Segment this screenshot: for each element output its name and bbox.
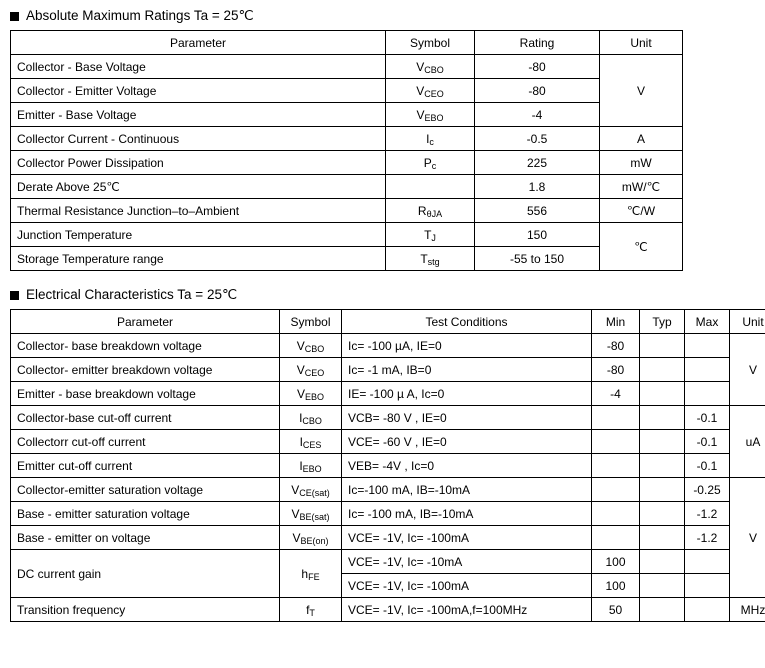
table-row <box>11 223 683 247</box>
column-header-symbol: Symbol <box>386 31 475 55</box>
cell-parameter: Transition frequency <box>11 598 280 622</box>
cell-min: -80 <box>592 358 640 382</box>
cell-unit: MHz <box>730 598 765 622</box>
cell-max <box>685 358 730 382</box>
cell-max <box>685 598 730 622</box>
column-header-min: Min <box>592 310 640 334</box>
symbol-main: V <box>292 530 301 545</box>
table-row <box>11 175 683 199</box>
cell-typ <box>640 526 685 550</box>
cell-symbol <box>280 550 342 598</box>
cell-typ <box>640 358 685 382</box>
cell-test-conditions: Ic= -1 mA, IB=0 <box>342 358 592 382</box>
cell-test-conditions: VCE= -60 V , IE=0 <box>342 430 592 454</box>
cell-test-conditions: IE= -100 µ A, Ic=0 <box>342 382 592 406</box>
cell-typ <box>640 406 685 430</box>
cell-min <box>592 430 640 454</box>
cell-max: -0.1 <box>685 454 730 478</box>
cell-max: -0.25 <box>685 478 730 502</box>
cell-parameter: Emitter - base breakdown voltage <box>11 382 280 406</box>
electrical-characteristics-table <box>10 309 765 622</box>
cell-symbol <box>280 598 342 622</box>
cell-unit: mW <box>600 151 683 175</box>
cell-max <box>685 334 730 358</box>
symbol-main: T <box>424 227 432 242</box>
symbol-main: h <box>301 566 309 581</box>
cell-parameter: Collectorr cut-off current <box>11 430 280 454</box>
table-row <box>11 502 765 526</box>
cell-rating: -80 <box>475 55 600 79</box>
cell-unit: ℃/W <box>600 199 683 223</box>
symbol-main: V <box>416 107 425 122</box>
table-row <box>11 151 683 175</box>
cell-test-conditions: Ic=-100 mA, IB=-10mA <box>342 478 592 502</box>
symbol-main: V <box>296 386 305 401</box>
symbol-main: V <box>416 59 425 74</box>
column-header-unit: Unit <box>600 31 683 55</box>
cell-test-conditions: Ic= -100 mA, IB=-10mA <box>342 502 592 526</box>
cell-symbol <box>386 175 475 199</box>
cell-symbol <box>386 127 475 151</box>
table-row <box>11 598 765 622</box>
cell-typ <box>640 430 685 454</box>
table-row <box>11 406 765 430</box>
column-header-parameter: Parameter <box>11 310 280 334</box>
symbol-main: I <box>299 434 303 449</box>
cell-unit: A <box>600 127 683 151</box>
section-spacer <box>8 271 757 285</box>
cell-symbol <box>280 334 342 358</box>
cell-symbol <box>386 151 475 175</box>
section-title: Absolute Maximum Ratings Ta = 25℃ <box>26 8 254 23</box>
section-title: Electrical Characteristics Ta = 25℃ <box>26 287 238 302</box>
symbol-main: T <box>420 251 428 266</box>
cell-rating: -80 <box>475 79 600 103</box>
cell-parameter: Thermal Resistance Junction–to–Ambient <box>11 199 386 223</box>
cell-parameter: DC current gain <box>11 550 280 598</box>
column-header-typ: Typ <box>640 310 685 334</box>
cell-test-conditions: VEB= -4V , Ic=0 <box>342 454 592 478</box>
cell-rating: 1.8 <box>475 175 600 199</box>
cell-parameter: Base - emitter saturation voltage <box>11 502 280 526</box>
square-bullet-icon <box>10 291 19 300</box>
symbol-subscript: BE(on) <box>300 535 329 546</box>
cell-symbol <box>280 382 342 406</box>
cell-symbol <box>386 223 475 247</box>
symbol-main: R <box>417 203 427 218</box>
cell-symbol <box>386 103 475 127</box>
cell-symbol <box>280 478 342 502</box>
symbol-subscript: BE(sat) <box>299 511 330 522</box>
cell-max: -0.1 <box>685 406 730 430</box>
absolute-maximum-ratings-table <box>10 30 683 271</box>
cell-typ <box>640 550 685 574</box>
symbol-main: V <box>291 482 300 497</box>
cell-max <box>685 382 730 406</box>
cell-rating: -0.5 <box>475 127 600 151</box>
cell-min: -80 <box>592 334 640 358</box>
symbol-main: P <box>423 155 432 170</box>
cell-parameter: Emitter cut-off current <box>11 454 280 478</box>
symbol-subscript: CBO <box>302 415 322 426</box>
cell-rating: 150 <box>475 223 600 247</box>
table-row <box>11 334 765 358</box>
cell-min <box>592 502 640 526</box>
cell-test-conditions: VCE= -1V, Ic= -100mA <box>342 526 592 550</box>
cell-unit-voltage: V <box>730 334 765 406</box>
cell-parameter: Junction Temperature <box>11 223 386 247</box>
table-row <box>11 526 765 550</box>
symbol-subscript: CBO <box>424 64 444 75</box>
cell-min <box>592 406 640 430</box>
cell-symbol <box>386 247 475 271</box>
symbol-main: V <box>291 506 300 521</box>
table-row <box>11 478 765 502</box>
cell-parameter: Storage Temperature range <box>11 247 386 271</box>
cell-unit-voltage: V <box>600 55 683 127</box>
cell-typ <box>640 574 685 598</box>
symbol-subscript: CEO <box>304 367 325 378</box>
cell-parameter: Collector - Base Voltage <box>11 55 386 79</box>
cell-symbol <box>280 406 342 430</box>
symbol-subscript: CE(sat) <box>299 487 330 498</box>
symbol-subscript: T <box>309 607 315 618</box>
cell-parameter: Collector Power Dissipation <box>11 151 386 175</box>
symbol-main: I <box>426 131 430 146</box>
cell-min <box>592 454 640 478</box>
cell-rating: -55 to 150 <box>475 247 600 271</box>
cell-min: 100 <box>592 550 640 574</box>
cell-max: -1.2 <box>685 502 730 526</box>
cell-symbol <box>386 55 475 79</box>
table-row <box>11 430 765 454</box>
cell-parameter: Derate Above 25℃ <box>11 175 386 199</box>
table-row <box>11 199 683 223</box>
symbol-subscript: EBO <box>424 112 444 123</box>
cell-max: -1.2 <box>685 526 730 550</box>
symbol-main: I <box>299 410 303 425</box>
symbol-subscript: EBO <box>305 391 325 402</box>
symbol-main: f <box>306 602 310 617</box>
cell-parameter: Emitter - Base Voltage <box>11 103 386 127</box>
table-row <box>11 550 765 574</box>
symbol-subscript: CES <box>302 439 322 450</box>
cell-typ <box>640 478 685 502</box>
cell-typ <box>640 502 685 526</box>
cell-min: -4 <box>592 382 640 406</box>
cell-typ <box>640 598 685 622</box>
cell-symbol <box>280 526 342 550</box>
cell-typ <box>640 334 685 358</box>
cell-unit-voltage: V <box>730 478 765 598</box>
cell-test-conditions: VCE= -1V, Ic= -100mA <box>342 574 592 598</box>
cell-parameter: Collector-emitter saturation voltage <box>11 478 280 502</box>
symbol-subscript: stg <box>427 256 440 267</box>
cell-rating: -4 <box>475 103 600 127</box>
column-header-parameter: Parameter <box>11 31 386 55</box>
cell-unit-temperature: ℃ <box>600 223 683 271</box>
table-row <box>11 454 765 478</box>
cell-min: 50 <box>592 598 640 622</box>
cell-rating: 225 <box>475 151 600 175</box>
cell-rating: 556 <box>475 199 600 223</box>
cell-min <box>592 526 640 550</box>
symbol-main: V <box>296 362 305 377</box>
symbol-subscript: θJA <box>426 208 443 219</box>
table-row <box>11 247 683 271</box>
table-row <box>11 382 765 406</box>
cell-parameter: Collector - Emitter Voltage <box>11 79 386 103</box>
cell-symbol <box>280 454 342 478</box>
symbol-main: V <box>416 83 425 98</box>
cell-max <box>685 550 730 574</box>
cell-min: 100 <box>592 574 640 598</box>
cell-symbol <box>280 430 342 454</box>
cell-parameter: Collector-base cut-off current <box>11 406 280 430</box>
symbol-subscript: c <box>431 160 437 171</box>
cell-test-conditions: VCE= -1V, Ic= -100mA,f=100MHz <box>342 598 592 622</box>
section-heading-absolute-maximum-ratings <box>10 8 757 24</box>
cell-symbol <box>386 199 475 223</box>
section-heading-electrical-characteristics <box>10 287 757 303</box>
column-header-test-conditions: Test Conditions <box>342 310 592 334</box>
table-row <box>11 55 683 79</box>
table-row <box>11 358 765 382</box>
cell-test-conditions: Ic= -100 µA, IE=0 <box>342 334 592 358</box>
table-row <box>11 103 683 127</box>
column-header-symbol: Symbol <box>280 310 342 334</box>
symbol-main: I <box>299 458 303 473</box>
symbol-subscript: CEO <box>424 88 444 99</box>
table-row <box>11 79 683 103</box>
table-header-row <box>11 310 765 334</box>
column-header-rating: Rating <box>475 31 600 55</box>
cell-unit: mW/℃ <box>600 175 683 199</box>
cell-parameter: Base - emitter on voltage <box>11 526 280 550</box>
cell-max: -0.1 <box>685 430 730 454</box>
cell-test-conditions: VCB= -80 V , IE=0 <box>342 406 592 430</box>
cell-parameter: Collector Current - Continuous <box>11 127 386 151</box>
cell-parameter: Collector- base breakdown voltage <box>11 334 280 358</box>
table-row <box>11 127 683 151</box>
column-header-max: Max <box>685 310 730 334</box>
symbol-subscript: EBO <box>302 463 322 474</box>
cell-test-conditions: VCE= -1V, Ic= -10mA <box>342 550 592 574</box>
cell-max <box>685 574 730 598</box>
symbol-subscript: J <box>431 232 436 243</box>
square-bullet-icon <box>10 12 19 21</box>
column-header-unit: Unit <box>730 310 765 334</box>
symbol-subscript: c <box>429 136 434 147</box>
cell-symbol <box>280 502 342 526</box>
symbol-subscript: CBO <box>304 343 325 354</box>
cell-typ <box>640 454 685 478</box>
cell-typ <box>640 382 685 406</box>
cell-parameter: Collector- emitter breakdown voltage <box>11 358 280 382</box>
cell-unit-microamp: uA <box>730 406 765 478</box>
symbol-main: V <box>296 338 305 353</box>
symbol-subscript: FE <box>308 571 320 582</box>
cell-symbol <box>280 358 342 382</box>
cell-symbol <box>386 79 475 103</box>
cell-min <box>592 478 640 502</box>
table-header-row <box>11 31 683 55</box>
